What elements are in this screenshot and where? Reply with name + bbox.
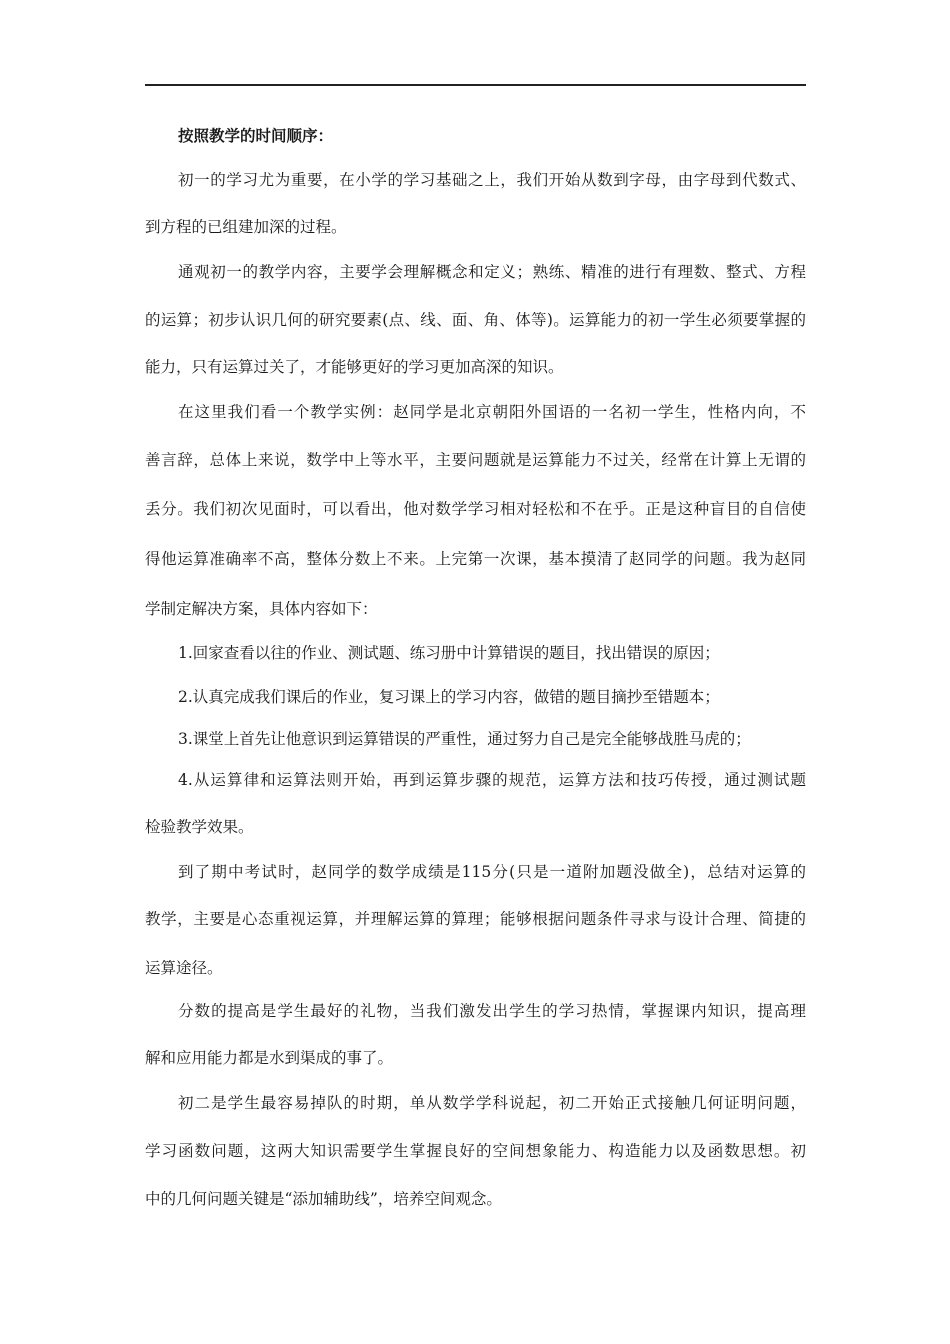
paragraph-6-line-2: 学习函数问题，这两大知识需要学生掌握良好的空间想象能力、构造能力以及函数思想。初 <box>145 1142 806 1160</box>
paragraph-6-line-1: 初二是学生最容易掉队的时期，单从数学学科说起，初二开始正式接触几何证明问题， <box>178 1094 806 1112</box>
list-item-3: 3.课堂上首先让他意识到运算错误的严重性，通过努力自己是完全能够战胜马虎的； <box>178 730 751 748</box>
paragraph-2-line-1: 通观初一的教学内容，主要学会理解概念和定义；熟练、精准的进行有理数、整式、方程 <box>178 263 806 281</box>
paragraph-2-line-2: 的运算；初步认识几何的研究要素(点、线、面、角、体等)。运算能力的初一学生必须要掌握的 <box>145 311 806 329</box>
list-item-1: 1.回家查看以往的作业、测试题、练习册中计算错误的题目，找出错误的原因； <box>178 644 720 662</box>
paragraph-5-line-1: 分数的提高是学生最好的礼物，当我们激发出学生的学习热情，掌握课内知识，提高理 <box>178 1002 806 1020</box>
list-item-4-line-1: 4.从运算律和运算法则开始，再到运算步骤的规范，运算方法和技巧传授，通过测试题 <box>178 771 806 789</box>
paragraph-2-line-3: 能力，只有运算过关了，才能够更好的学习更加高深的知识。 <box>145 358 564 376</box>
paragraph-4-line-3: 运算途径。 <box>145 959 223 977</box>
paragraph-3-line-1: 在这里我们看一个教学实例：赵同学是北京朝阳外国语的一名初一学生，性格内向，不 <box>178 403 806 421</box>
paragraph-5-line-2: 解和应用能力都是水到渠成的事了。 <box>145 1049 394 1067</box>
paragraph-3-line-4: 得他运算准确率不高，整体分数上不来。上完第一次课，基本摸清了赵同学的问题。我为赵同 <box>145 550 806 568</box>
list-item-4-line-2: 检验教学效果。 <box>145 818 254 836</box>
paragraph-1-line-1: 初一的学习尤为重要，在小学的学习基础之上，我们开始从数到字母，由字母到代数式、 <box>178 171 806 189</box>
paragraph-3-line-5: 学制定解决方案，具体内容如下： <box>145 600 378 618</box>
header-rule <box>145 84 806 86</box>
paragraph-3-line-2: 善言辞，总体上来说，数学中上等水平，主要问题就是运算能力不过关，经常在计算上无谓的 <box>145 451 806 469</box>
section-heading: 按照教学的时间顺序： <box>178 126 334 145</box>
paragraph-3-line-3: 丢分。我们初次见面时，可以看出，他对数学学习相对轻松和不在乎。正是这种盲目的自信使 <box>145 500 806 518</box>
list-item-2: 2.认真完成我们课后的作业，复习课上的学习内容，做错的题目摘抄至错题本； <box>178 688 720 706</box>
paragraph-4-line-1: 到了期中考试时，赵同学的数学成绩是115分(只是一道附加题没做全)，总结对运算的 <box>178 863 806 881</box>
paragraph-1-line-2: 到方程的已组建加深的过程。 <box>145 218 347 236</box>
paragraph-4-line-2: 教学，主要是心态重视运算，并理解运算的算理；能够根据问题条件寻求与设计合理、简捷的 <box>145 910 806 928</box>
paragraph-6-line-3: 中的几何问题关键是“添加辅助线”，培养空间观念。 <box>145 1190 502 1208</box>
